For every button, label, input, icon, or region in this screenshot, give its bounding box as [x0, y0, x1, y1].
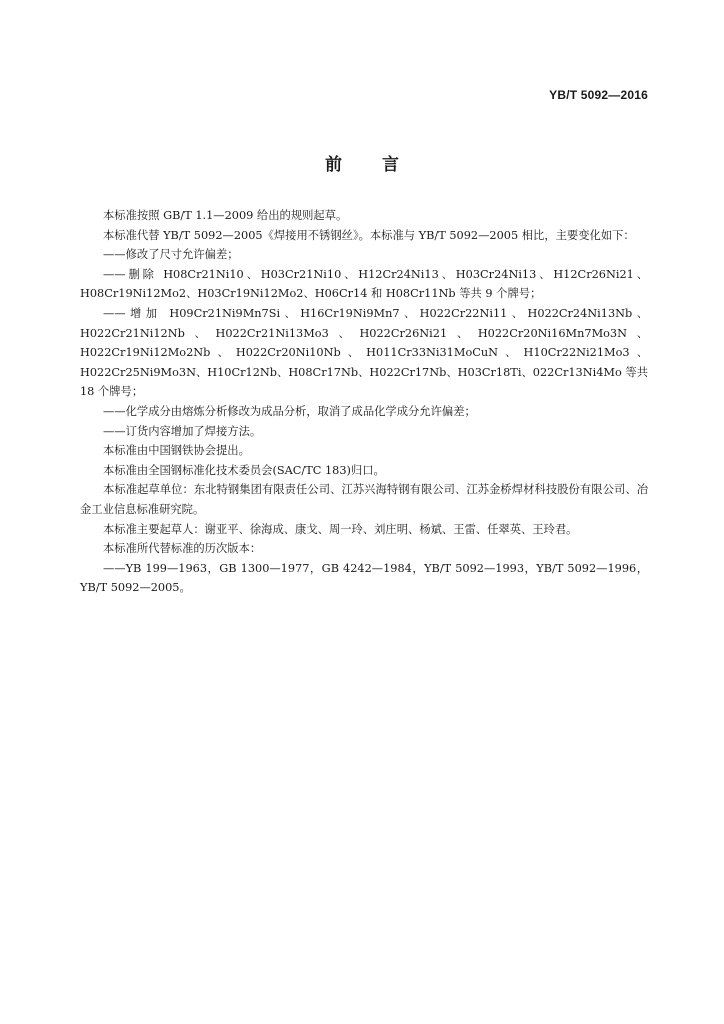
standard-code: YB/T 5092—2016	[549, 88, 648, 102]
change-item-ordering: ——订货内容增加了焊接方法。	[103, 424, 262, 438]
foreword-body	[80, 206, 648, 598]
paragraph-proposed-by: 本标准由中国钢铁协会提出。	[103, 444, 250, 458]
paragraph-under-jurisdiction: 本标准由全国钢标准化技术委员会(SAC/TC 183)归口。	[103, 463, 385, 477]
paragraph-drafters: 本标准主要起草人：谢亚平、徐海成、康戈、周一玲、刘庄明、杨斌、王雷、任翠英、王玲君。	[103, 522, 578, 536]
previous-editions-list: ——YB 199—1963，GB 1300—1977，GB 4242—1984，YB/T 5092—1993，YB/T 5092—1996，YB/T 5092—2005。	[80, 561, 648, 595]
change-item-tolerance: ——修改了尺寸允许偏差；	[103, 248, 239, 262]
change-item-chemical-analysis: ——化学成分由熔炼分析修改为成品分析，取消了成品化学成分允许偏差；	[103, 404, 476, 418]
paragraph-replaces: 本标准代替 YB/T 5092—2005《焊接用不锈钢丝》。本标准与 YB/T 5092—2005 相比，主要变化如下：	[103, 228, 635, 242]
change-item-added-grades: ——增加 H09Cr21Ni9Mn7Si、H16Cr19Ni9Mn7、H022Cr22Ni11、H022Cr24Ni13Nb、H022Cr21Ni12Nb、H022Cr21Ni13Mo3、H022Cr26Ni21、H022Cr20Ni16Mn7Mo3N、H022Cr19Ni12Mo2Nb、H022Cr20Ni10Nb、H011Cr33Ni31MoCuN、H10Cr22Ni21Mo3、H022Cr25Ni9Mo3N、H10Cr12Nb、H08Cr17Nb、H022Cr17Nb、H03Cr18Ti、022Cr13Ni4Mo 等共 18 个牌号；	[80, 306, 648, 399]
change-item-deleted-grades: ——删除 H08Cr21Ni10、H03Cr21Ni10、H12Cr24Ni13、H03Cr24Ni13、H12Cr26Ni21、H08Cr19Ni12Mo2、H03Cr19Ni12Mo2、H06Cr14 和 H08Cr11Nb 等共 9 个牌号；	[80, 267, 648, 301]
paragraph-drafting-rules: 本标准按照 GB/T 1.1—2009 给出的规则起草。	[103, 209, 348, 222]
page-title: 前言	[325, 155, 439, 175]
paragraph-previous-editions: 本标准所代替标准的历次版本：	[103, 542, 262, 556]
paragraph-drafting-units: 本标准起草单位：东北特钢集团有限责任公司、江苏兴海特钢有限公司、江苏金桥焊材科技股份有限公司、冶金工业信息标准研究院。	[80, 483, 648, 516]
